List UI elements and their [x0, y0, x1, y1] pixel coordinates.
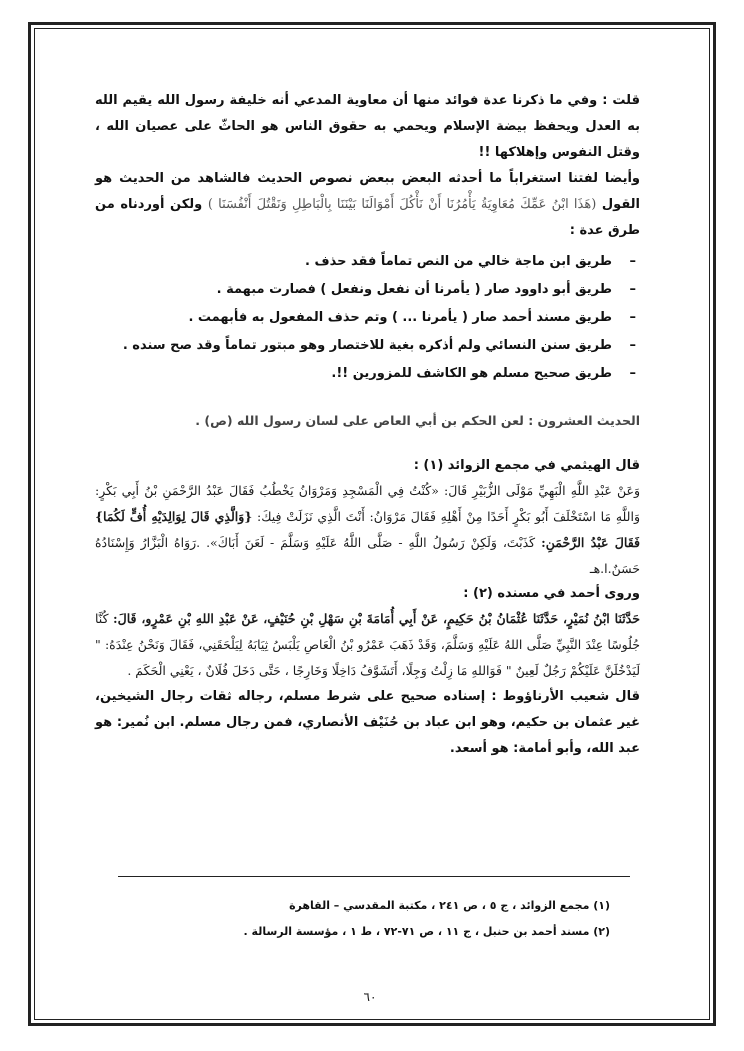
footnote-separator	[118, 876, 630, 877]
document-body	[95, 88, 640, 762]
arnaut-grading: قال شعيب الأرناؤوط : إسناده صحيح على شرط مسلم، رجاله ثقات رجال الشيخين، غير عثمان بن حكيم، وهو ابن عباد بن حُنَيْف الأنصاري، فمن رجال مسلم. ابن نُمير: هو عبد الله، وأبو أمامة: هو أسعد.	[95, 689, 640, 756]
routes-list	[95, 248, 640, 388]
haythami-text-3: كَذَبْتَ، وَلَكِنْ رَسُولُ اللَّهِ - صَلَّى اللَّهُ عَلَيْهِ وَسَلَّمَ - لَعَنَ أَبَاكَ». .رَوَاهُ الْبَزَّارُ وَإِسْنَادُهُ حَسَنٌ.ا.هـ	[95, 535, 640, 576]
haythami-text	[95, 478, 640, 582]
ahmad-chain: حَدَّثَنَا ابْنُ نُمَيْرٍ، حَدَّثَنَا عُثْمَانُ بْنُ حَكِيمٍ، عَنْ أَبِي أُمَامَةَ بْنِ سَهْلِ بْنِ حُنَيْفٍ، عَنْ عَبْدِ اللهِ بْنِ عَمْرٍو، قَالَ:	[113, 611, 640, 626]
footnote-2: (٢) مسند أحمد بن حنبل ، ج ١١ ، ص ٧١-٧٢ ، ط ١ ، مؤسسة الرسالة .	[243, 925, 610, 938]
list-item: – طريق أبو داوود صار ( يأمرنا أن نفعل ونفعل ) فصارت مبهمة .	[95, 276, 612, 304]
evidence-lead: وأيضا لفتنا استغراباً ما أحدثه البعض ببعض نصوص الحديث فالشاهد من الحديث هو القول	[95, 171, 641, 212]
ahmad-text	[95, 606, 640, 684]
page-number: ٦٠	[363, 990, 377, 1004]
ahmad-matn: كُنَّا جُلُوسًا عِنْدَ النَّبِيِّ صَلَّى اللهُ عَلَيْهِ وَسَلَّمَ، وَقَدْ ذَهَبَ عَمْرُو بْنُ الْعَاصِ يَلْبَسُ ثِيَابَهُ لِيَلْحَقَنِي، فَقَالَ وَنَحْنُ عِنْدَهُ: " لَيَدْخُلَنَّ عَلَيْكُمْ رَجُلٌ لَعِينٌ " فَوَاللهِ مَا زِلْتُ وَجِلًا، أَتَشَوَّفُ دَاخِلًا وَخَارِجًا ، حَتَّى دَخَلَ فُلَانٌ ، يَعْنِي الْحَكَمَ .	[95, 611, 640, 678]
evidence-tail: ولكن أوردناه من طرق عدة :	[95, 197, 640, 238]
hadith-title: الحديث العشرون : لعن الحكم بن أبي العاص على لسان رسول الله (ص) .	[195, 413, 640, 428]
list-item: – طريق سنن النسائي ولم أذكره بغية للاختصار وهو مبتور تماماً وقد صح سنده .	[95, 332, 612, 360]
footnote-1: (١) مجمع الزوائد ، ج ٥ ، ص ٢٤١ ، مكتبة المقدسي – القاهرة	[289, 899, 610, 912]
evidence-quote: (هَذَا ابْنُ عَمِّكَ مُعَاوِيَةُ يَأْمُرُنَا أَنْ نَأْكُلَ أَمْوَالَنَا بَيْنَنَا بِالْبَاطِلِ وَنَقْتُلَ أَنْفُسَنَا )	[207, 197, 597, 212]
haythami-heading: قال الهيثمي في مجمع الزوائد (١) :	[413, 458, 640, 473]
list-item: – طريق مسند أحمد صار ( يأمرنا ... ) وتم حذف المفعول به فأبهمت .	[95, 304, 612, 332]
list-item: – طريق صحيح مسلم هو الكاشف للمزورين !!.	[95, 360, 612, 388]
ahmad-heading: وروى أحمد في مسنده (٢) :	[463, 586, 640, 601]
paragraph-commentary: قلت : وفي ما ذكرنا عدة فوائد منها أن معاوية المدعي أنه خليفة رسول الله يقيم الله به العدل ويحفظ بيضة الإسلام ويحمي به حقوق الناس هو الحاثّ على عصيان الله ، وقتل النفوس وإهلاكها !!	[95, 93, 640, 160]
paragraph-evidence	[95, 166, 640, 244]
haythami-verse: {وَالَّذِي قَالَ لِوَالِدَيْهِ أُفٍّ لَكُمَا} فَقَالَ عَبْدُ الرَّحْمَنِ:	[95, 509, 641, 550]
haythami-text-1: وَعَنْ عَبْدِ اللَّهِ الْبَهِيِّ مَوْلَى الزُّبَيْرِ قَالَ: «كُنْتُ فِي الْمَسْجِدِ وَمَرْوَانُ يَخْطُبُ فَقَالَ عَبْدُ الرَّحْمَنِ بْنُ أَبِي بَكْرٍ: وَاللَّهِ مَا اسْتَخْلَفَ أَبُو بَكْرٍ أَحَدًا مِنْ أَهْلِهِ فَقَالَ مَرْوَانُ: أَنْتَ الَّذِي نَزَلَتْ فِيكَ:	[95, 483, 640, 524]
footnotes	[180, 893, 610, 945]
list-item: – طريق ابن ماجة خالي من النص تماماً فقد حذف .	[95, 248, 612, 276]
